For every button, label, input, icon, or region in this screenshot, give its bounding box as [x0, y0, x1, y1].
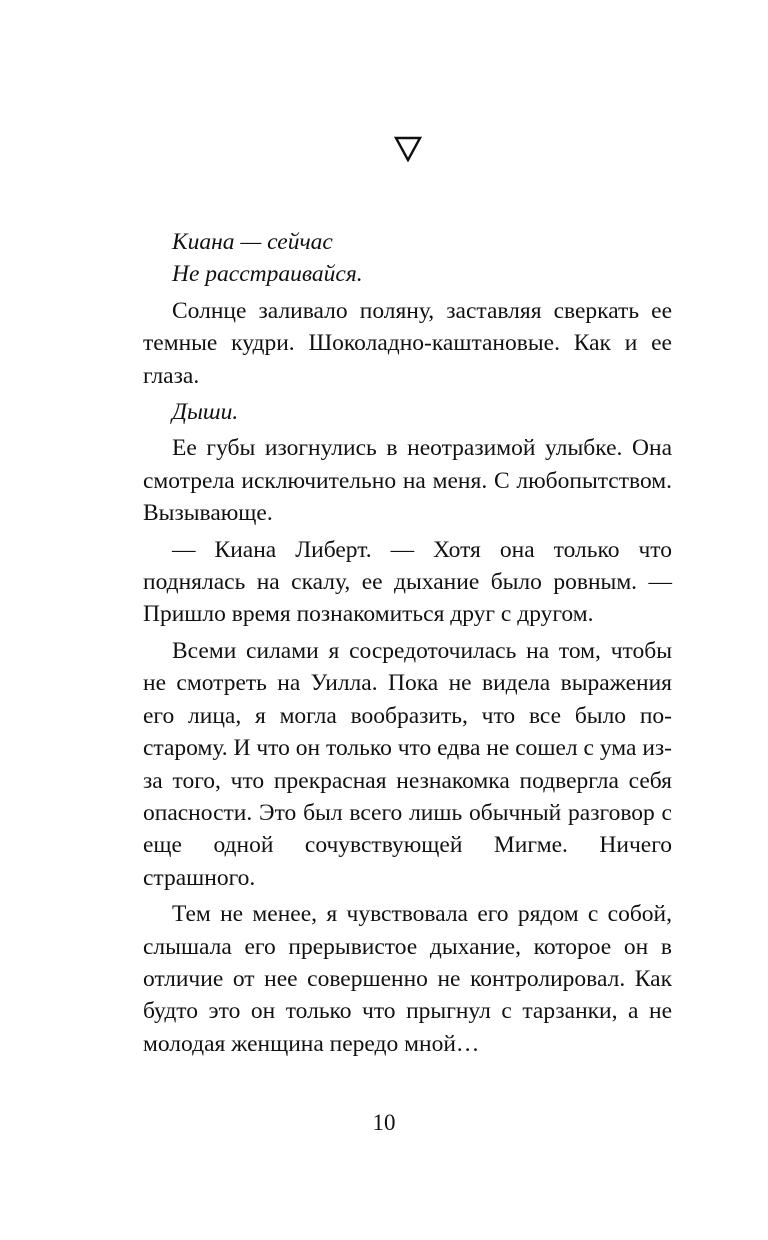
paragraph-7: Тем не менее, я чувствовала его рядом с собой, слышала его прерывистое дыхание, которое он в отличие от нее совершенно не контролировал. Как будто это он только что прыгнул с тарзанки, а не молодая женщина передо мной…	[143, 901, 672, 1057]
page-number: 10	[372, 1110, 396, 1135]
paragraph-2: Солнце заливало поляну, заставляя сверкать ее темные кудри. Шоколадно-каштановые. Как и ее глаза.	[143, 297, 672, 389]
page-text	[143, 226, 672, 1060]
paragraph-4: Ее губы изогнулись в неотразимой улыбке. Она смотрела исключительно на меня. С любопытством. Вызывающе.	[143, 435, 672, 527]
paragraph-6: Всеми силами я сосредоточилась на том, чтобы не смотреть на Уилла. Пока не видела выражения его лица, я могла вообразить, что все было по-старому. И что он только что едва не сошел с ума из-за того, что прекрасная незнакомка подвергла себя опасности. Это был всего лишь обычный разговор с еще одной сочувствующей Мигме. Ничего страшного.	[143, 637, 672, 891]
paragraph-3: Дыши.	[172, 399, 239, 426]
section-heading: Киана — сейчас	[172, 229, 333, 255]
paragraph-5: — Киана Либерт. — Хотя она только что поднялась на скалу, ее дыхание было ровным. — Пришло время познакомиться друг с другом.	[143, 536, 672, 628]
down-triangle-icon	[394, 136, 422, 162]
paragraph-1: Не расстраивайся.	[172, 261, 363, 288]
